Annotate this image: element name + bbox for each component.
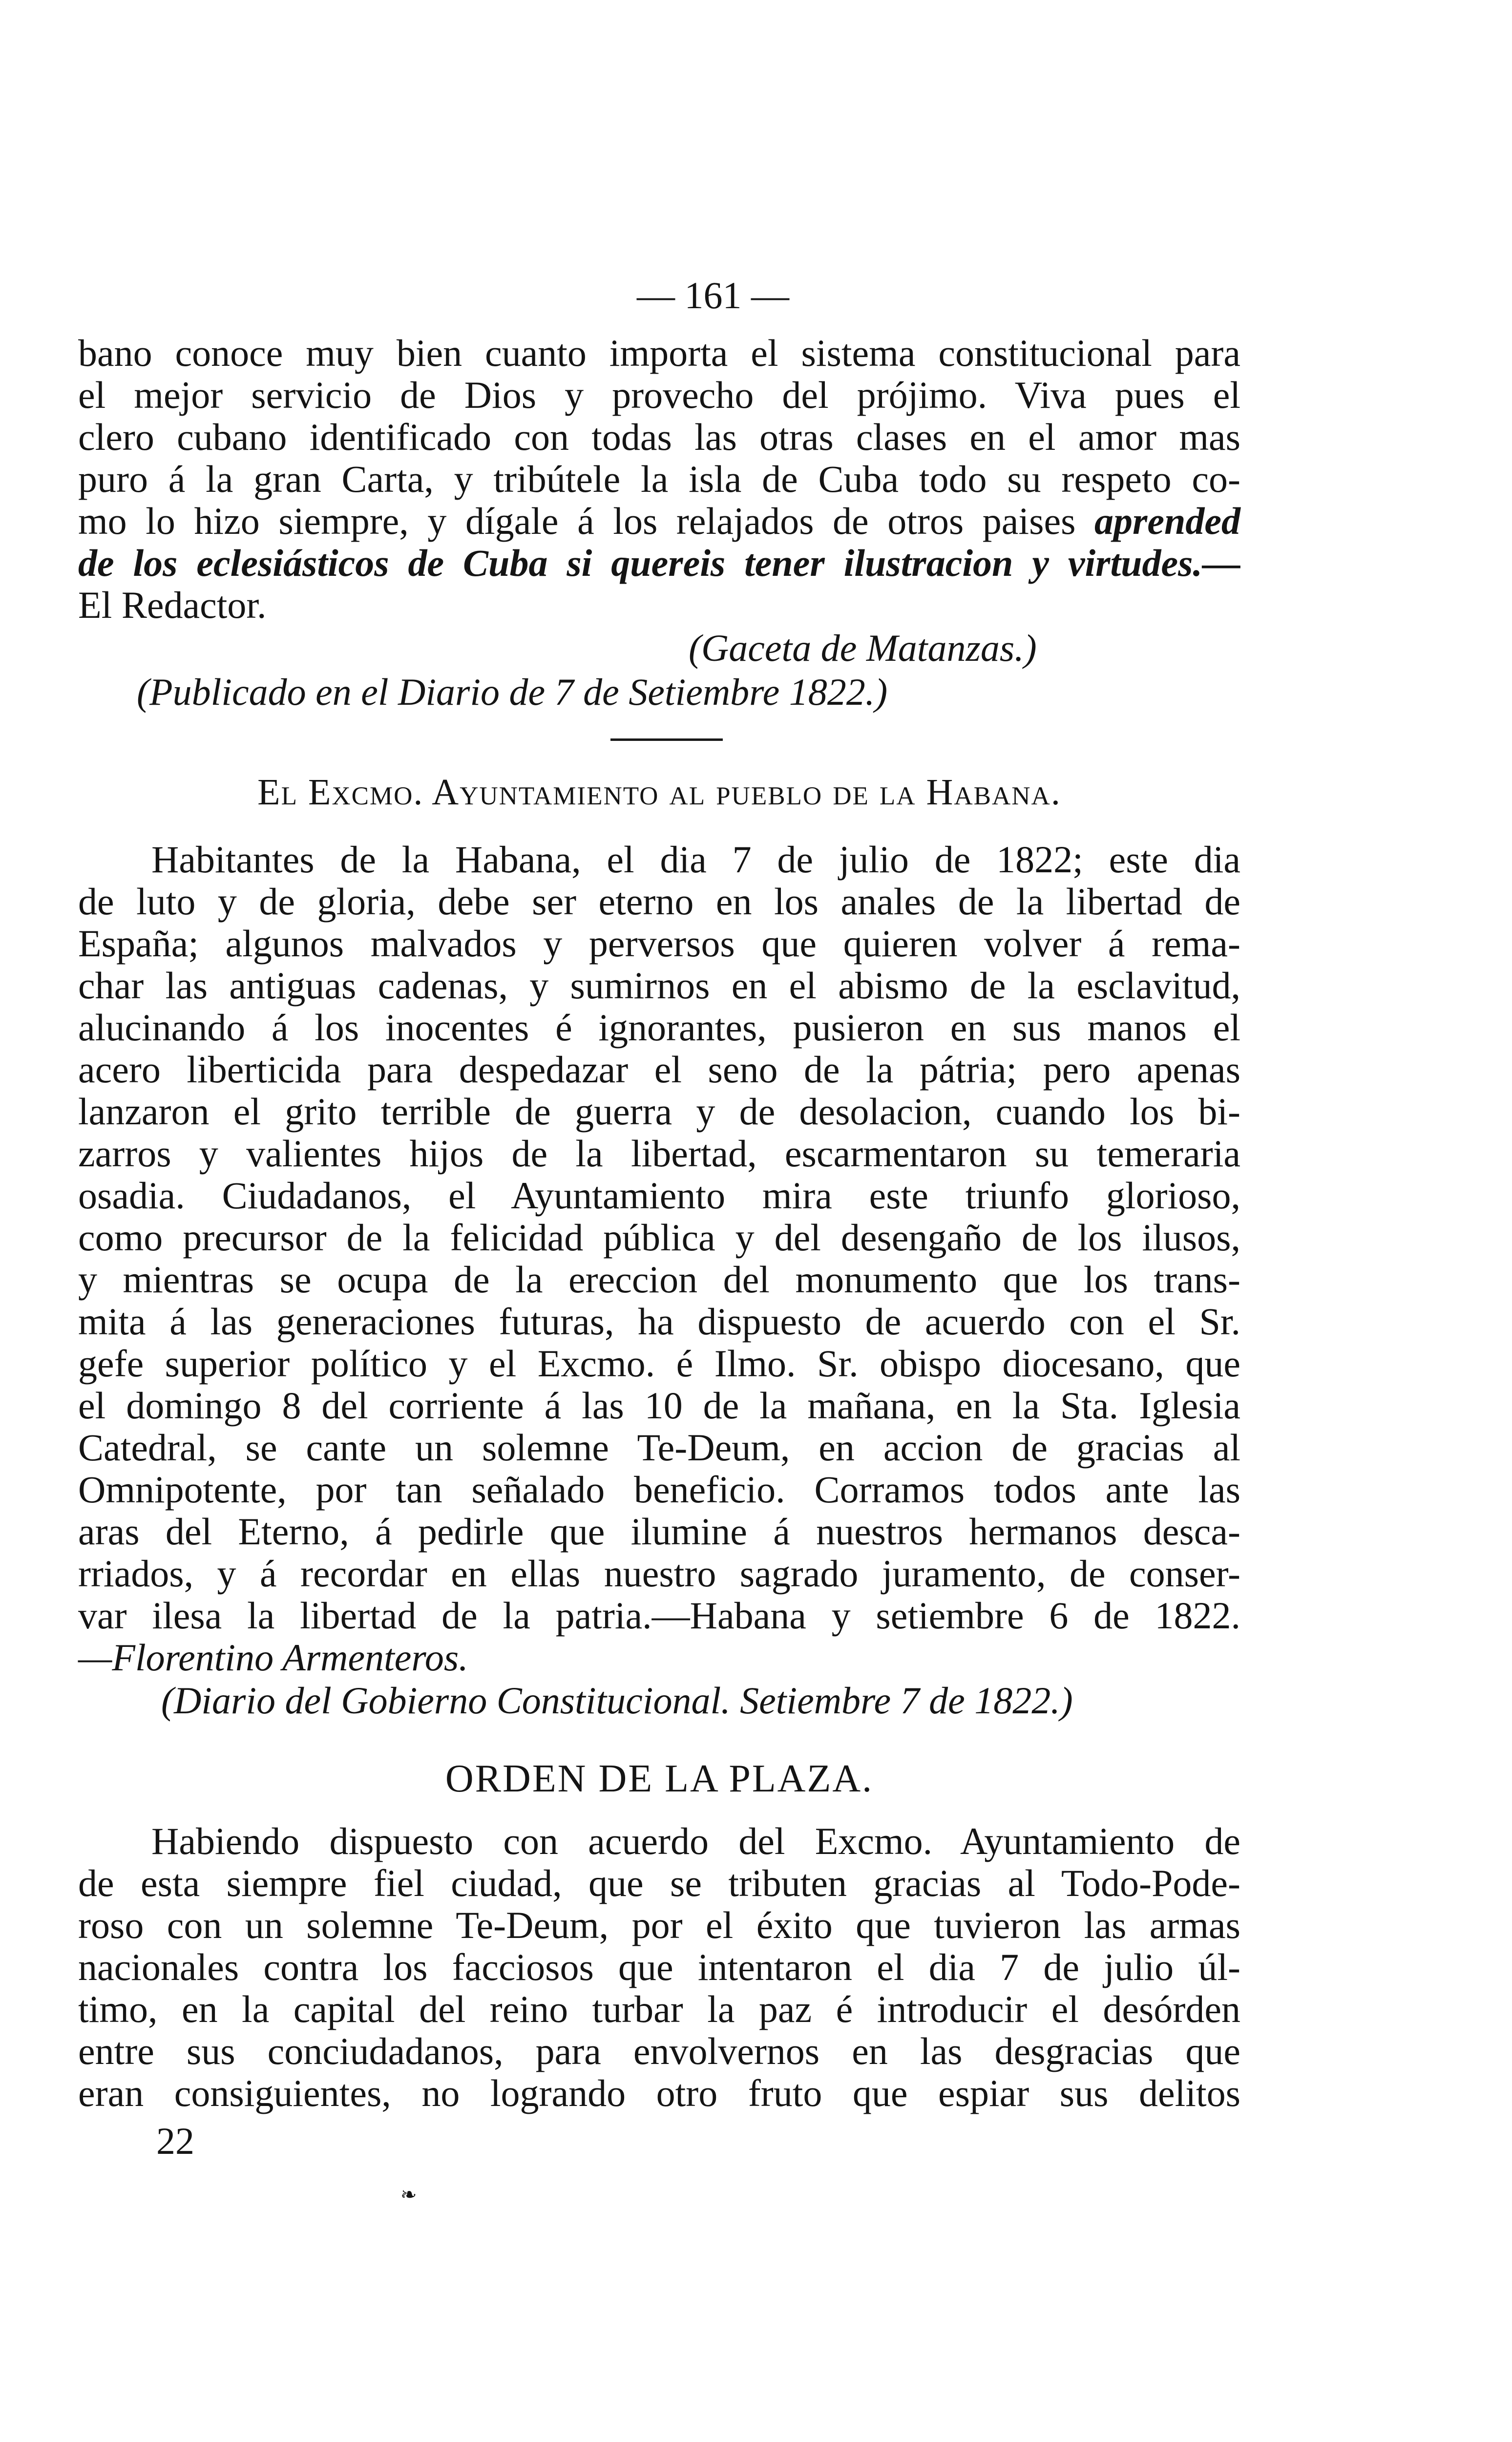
paragraph-ayuntamiento: [78, 839, 1240, 1637]
text-line: zarros y valientes hijos de la libertad, escarmentaron su temeraria: [78, 1132, 1240, 1175]
text-line: Catedral, se cante un solemne Te-Deum, en accion de gracias al: [78, 1426, 1240, 1469]
text-line: puro á la gran Carta, y tribútele la isla de Cuba todo su respeto co-: [78, 458, 1240, 500]
redactor-signature: El Redactor.: [78, 584, 267, 626]
text-line: osadia. Ciudadanos, el Ayuntamiento mira este triunfo glorioso,: [78, 1174, 1240, 1217]
text-line: char las antiguas cadenas, y sumirnos en el abismo de la esclavitud,: [78, 964, 1240, 1007]
text-line: alucinando á los inocentes é ignorantes, pusieron en sus manos el: [78, 1006, 1240, 1049]
text-line: bano conoce muy bien cuanto importa el sistema constitucional para: [78, 332, 1240, 374]
source-citation: (Diario del Gobierno Constitucional. Setiembre 7 de 1822.): [161, 1679, 1073, 1722]
page-number: — 161 —: [637, 274, 789, 316]
text-line: mita á las generaciones futuras, ha dispuesto de acuerdo con el Sr.: [78, 1300, 1240, 1343]
paragraph-orden: [78, 1820, 1240, 2114]
text-line: var ilesa la libertad de la patria.—Habana y setiembre 6 de 1822.: [78, 1594, 1240, 1637]
text-line: de luto y de gloria, debe ser eterno en los anales de la libertad de: [78, 880, 1240, 923]
printer-mark: ❧: [400, 2184, 417, 2206]
text-line: y mientras se ocupa de la ereccion del monumento que los trans-: [78, 1258, 1240, 1301]
italic-phrase: aprended: [1094, 500, 1241, 542]
signature: —Florentino Armenteros.: [78, 1636, 468, 1679]
text-line: entre sus conciudadanos, para envolvernos en las desgracias que: [78, 2030, 1240, 2072]
document-page: [78, 274, 1240, 2207]
text-line: España; algunos malvados y perversos que quieren volver á rema-: [78, 922, 1240, 965]
text-line: el domingo 8 del corriente á las 10 de la mañana, en la Sta. Iglesia: [78, 1384, 1240, 1427]
text-line: aras del Eterno, á pedirle que ilumine á nuestros hermanos desca-: [78, 1510, 1240, 1553]
text-line: roso con un solemne Te-Deum, por el éxito que tuvieron las armas: [78, 1904, 1240, 1946]
text-line: [78, 500, 1240, 542]
text-line: gefe superior político y el Excmo. é Ilmo. Sr. obispo diocesano, que: [78, 1342, 1240, 1385]
publication-note: (Publicado en el Diario de 7 de Setiembre 1822.): [137, 671, 888, 713]
text-line: acero liberticida para despedazar el seno de la pátria; pero apenas: [78, 1048, 1240, 1091]
signature-mark: 22: [156, 2120, 194, 2162]
text-span: mo lo hizo siempre, y dígale á los relajados de otros paises: [78, 500, 1076, 542]
text-line: nacionales contra los facciosos que intentaron el dia 7 de julio úl-: [78, 1946, 1240, 1988]
section-divider: [610, 738, 723, 741]
text-line: rriados, y á recordar en ellas nuestro sagrado juramento, de conser-: [78, 1552, 1240, 1595]
paragraph-gaceta: [78, 332, 1240, 626]
text-line: de esta siempre fiel ciudad, que se tributen gracias al Todo-Pode-: [78, 1862, 1240, 1904]
section-heading: El Excmo. Ayuntamiento al pueblo de la Habana.: [257, 772, 1061, 813]
text-line: Omnipotente, por tan señalado beneficio. Corramos todos ante las: [78, 1468, 1240, 1511]
text-line: Habiendo dispuesto con acuerdo del Excmo. Ayuntamiento de: [151, 1820, 1240, 1862]
text-line: timo, en la capital del reino turbar la paz é introducir el desórden: [78, 1988, 1240, 2030]
section-heading: ORDEN DE LA PLAZA.: [445, 1757, 874, 1800]
text-line: el mejor servicio de Dios y provecho del prójimo. Viva pues el: [78, 374, 1240, 416]
text-line: como precursor de la felicidad pública y del desengaño de los ilusos,: [78, 1216, 1240, 1259]
text-line: lanzaron el grito terrible de guerra y de desolacion, cuando los bi-: [78, 1090, 1240, 1133]
text-line: Habitantes de la Habana, el dia 7 de julio de 1822; este dia: [151, 838, 1240, 881]
text-line: clero cubano identificado con todas las otras clases en el amor mas: [78, 416, 1240, 458]
text-line: eran consiguientes, no logrando otro fruto que espiar sus delitos: [78, 2072, 1240, 2114]
italic-line: de los eclesiásticos de Cuba si quereis tener ilustracion y virtudes.—: [78, 542, 1240, 584]
source-citation: (Gaceta de Matanzas.): [689, 627, 1037, 669]
